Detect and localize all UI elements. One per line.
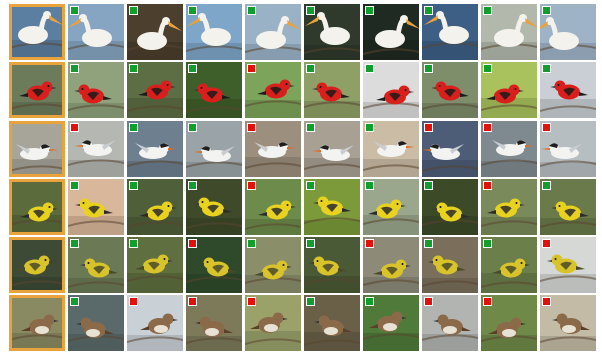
result-image-tern xyxy=(68,121,124,177)
bird-photo xyxy=(9,295,65,351)
result-image-pelican xyxy=(363,4,419,60)
result-image-tern xyxy=(186,121,242,177)
result-image-yellow-warbler xyxy=(422,179,478,235)
correct-match-marker xyxy=(70,297,79,306)
correct-match-marker xyxy=(365,297,374,306)
query-image-yellow-warbler-2 xyxy=(9,237,65,293)
correct-match-marker xyxy=(70,64,79,73)
result-image-sparrow xyxy=(68,295,124,351)
correct-match-marker xyxy=(70,181,79,190)
incorrect-match-marker xyxy=(188,297,197,306)
result-image-yellow-warbler xyxy=(245,179,301,235)
result-image-yellow-warbler xyxy=(186,179,242,235)
result-image-sparrow xyxy=(127,295,183,351)
correct-match-marker xyxy=(365,6,374,15)
query-image-pelican xyxy=(9,4,65,60)
result-image-yellow-warbler-2 xyxy=(68,237,124,293)
correct-match-marker xyxy=(188,64,197,73)
incorrect-match-marker xyxy=(188,239,197,248)
result-image-scarlet-tanager xyxy=(422,62,478,118)
result-image-sparrow xyxy=(245,295,301,351)
result-image-scarlet-tanager xyxy=(304,62,360,118)
incorrect-match-marker xyxy=(424,123,433,132)
incorrect-match-marker xyxy=(70,123,79,132)
result-image-sparrow xyxy=(481,295,537,351)
result-image-sparrow xyxy=(422,295,478,351)
correct-match-marker xyxy=(542,181,551,190)
incorrect-match-marker xyxy=(247,181,256,190)
correct-match-marker xyxy=(247,239,256,248)
correct-match-marker xyxy=(129,6,138,15)
bird-photo xyxy=(9,121,65,177)
correct-match-marker xyxy=(306,181,315,190)
correct-match-marker xyxy=(306,64,315,73)
correct-match-marker xyxy=(70,239,79,248)
result-image-yellow-warbler-2 xyxy=(127,237,183,293)
result-image-sparrow xyxy=(540,295,596,351)
correct-match-marker xyxy=(365,181,374,190)
query-image-tern xyxy=(9,121,65,177)
result-image-scarlet-tanager xyxy=(127,62,183,118)
correct-match-marker xyxy=(483,6,492,15)
correct-match-marker xyxy=(424,64,433,73)
result-image-tern xyxy=(304,121,360,177)
correct-match-marker xyxy=(483,64,492,73)
correct-match-marker xyxy=(129,123,138,132)
result-image-yellow-warbler xyxy=(363,179,419,235)
correct-match-marker xyxy=(542,6,551,15)
result-image-pelican xyxy=(127,4,183,60)
query-image-sparrow xyxy=(9,295,65,351)
result-image-sparrow xyxy=(304,295,360,351)
correct-match-marker xyxy=(306,6,315,15)
query-image-yellow-warbler xyxy=(9,179,65,235)
correct-match-marker xyxy=(542,64,551,73)
result-image-tern xyxy=(540,121,596,177)
result-image-pelican xyxy=(68,4,124,60)
correct-match-marker xyxy=(424,239,433,248)
result-image-yellow-warbler xyxy=(68,179,124,235)
correct-match-marker xyxy=(188,123,197,132)
result-image-pelican xyxy=(245,4,301,60)
result-image-yellow-warbler xyxy=(127,179,183,235)
query-image-scarlet-tanager xyxy=(9,62,65,118)
correct-match-marker xyxy=(424,181,433,190)
result-image-sparrow xyxy=(363,295,419,351)
bird-photo xyxy=(9,179,65,235)
result-image-pelican xyxy=(304,4,360,60)
correct-match-marker xyxy=(188,6,197,15)
incorrect-match-marker xyxy=(542,123,551,132)
incorrect-match-marker xyxy=(483,181,492,190)
result-image-scarlet-tanager xyxy=(186,62,242,118)
incorrect-match-marker xyxy=(483,297,492,306)
result-image-tern xyxy=(363,121,419,177)
result-image-pelican xyxy=(422,4,478,60)
result-image-yellow-warbler-2 xyxy=(422,237,478,293)
correct-match-marker xyxy=(129,64,138,73)
incorrect-match-marker xyxy=(424,297,433,306)
result-image-scarlet-tanager xyxy=(481,62,537,118)
correct-match-marker xyxy=(247,6,256,15)
result-image-yellow-warbler-2 xyxy=(540,237,596,293)
result-image-scarlet-tanager xyxy=(245,62,301,118)
result-image-yellow-warbler-2 xyxy=(245,237,301,293)
incorrect-match-marker xyxy=(542,297,551,306)
correct-match-marker xyxy=(306,239,315,248)
correct-match-marker xyxy=(365,123,374,132)
result-image-yellow-warbler-2 xyxy=(363,237,419,293)
result-image-yellow-warbler xyxy=(304,179,360,235)
result-image-yellow-warbler-2 xyxy=(186,237,242,293)
result-image-pelican xyxy=(481,4,537,60)
incorrect-match-marker xyxy=(365,239,374,248)
incorrect-match-marker xyxy=(247,297,256,306)
incorrect-match-marker xyxy=(247,123,256,132)
incorrect-match-marker xyxy=(247,64,256,73)
correct-match-marker xyxy=(424,6,433,15)
correct-match-marker xyxy=(188,181,197,190)
correct-match-marker xyxy=(70,6,79,15)
result-image-scarlet-tanager xyxy=(68,62,124,118)
result-image-yellow-warbler xyxy=(540,179,596,235)
incorrect-match-marker xyxy=(542,239,551,248)
correct-match-marker xyxy=(483,239,492,248)
correct-match-marker xyxy=(306,123,315,132)
correct-match-marker xyxy=(365,64,374,73)
correct-match-marker xyxy=(129,239,138,248)
bird-photo xyxy=(9,4,65,60)
bird-photo xyxy=(9,62,65,118)
result-image-tern xyxy=(127,121,183,177)
result-image-tern xyxy=(422,121,478,177)
result-image-scarlet-tanager xyxy=(363,62,419,118)
result-image-yellow-warbler xyxy=(481,179,537,235)
incorrect-match-marker xyxy=(129,297,138,306)
result-image-pelican xyxy=(186,4,242,60)
result-image-sparrow xyxy=(186,295,242,351)
result-image-tern xyxy=(481,121,537,177)
result-image-yellow-warbler-2 xyxy=(481,237,537,293)
bird-photo xyxy=(9,237,65,293)
incorrect-match-marker xyxy=(483,123,492,132)
result-image-tern xyxy=(245,121,301,177)
result-image-pelican xyxy=(540,4,596,60)
correct-match-marker xyxy=(129,181,138,190)
result-image-yellow-warbler-2 xyxy=(304,237,360,293)
correct-match-marker xyxy=(306,297,315,306)
result-image-scarlet-tanager xyxy=(540,62,596,118)
